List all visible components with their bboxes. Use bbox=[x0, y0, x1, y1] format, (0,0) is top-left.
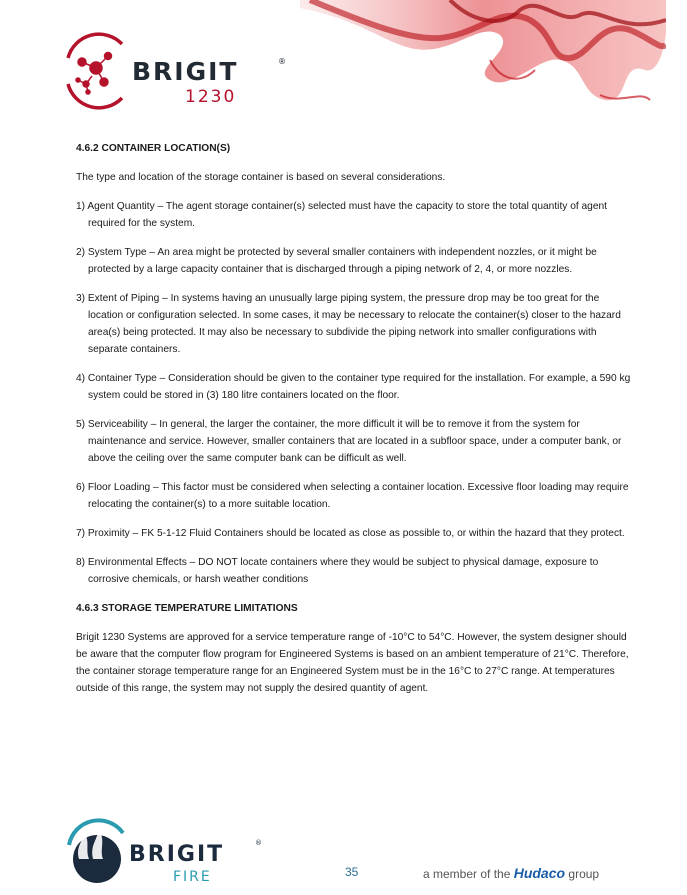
brigit-1230-logo bbox=[60, 32, 300, 110]
molecule-icon bbox=[76, 53, 112, 95]
list-item: 3) Extent of Piping – In systems having an unusually large piping system, the pressure drop may be too great for the location or configuration selected. In some cases, it may be necessary to relocate the container(s) closer to the hazard area(s) being protected. It may also be necessary to subdivide the piping network into smaller configurations with separate containers. bbox=[76, 293, 621, 355]
list-item: 1) Agent Quantity – The agent storage container(s) selected must have the capacity to store the total quantity of agent required for the system. bbox=[76, 201, 608, 229]
footer-brand-name: BRIGIT bbox=[129, 842, 225, 867]
document-body bbox=[76, 140, 636, 709]
page-number: 35 bbox=[345, 865, 359, 879]
brigit-fire-logo bbox=[63, 815, 263, 885]
section-intro: The type and location of the storage container is based on several considerations. bbox=[76, 172, 446, 183]
section-body: Brigit 1230 Systems are approved for a service temperature range of -10°C to 54°C. However, the system designer should be aware that the computer flow program for Engineered Systems is based on an ambient temperature of 21°C. Therefore, the container storage temperature range for an Engineered System must be in the 16°C to 27°C range. At temperatures outside of this range, the system may not supply the desired quantity of agent. bbox=[76, 632, 629, 694]
member-prefix: a member of the bbox=[423, 867, 511, 881]
section-heading-storage-temperature: 4.6.3 STORAGE TEMPERATURE LIMITATIONS bbox=[76, 603, 298, 614]
list-item: 8) Environmental Effects – DO NOT locate containers where they would be subject to physical damage, exposure to corrosive chemicals, or harsh weather conditions bbox=[76, 557, 599, 585]
brand-sub: 1230 bbox=[185, 87, 237, 107]
list-item: 7) Proximity – FK 5-1-12 Fluid Containers should be located as close as possible to, or within the hazard that they protect. bbox=[76, 528, 625, 539]
list-item: 2) System Type – An area might be protected by several smaller containers with independent nozzles, or it might be protected by a large capacity container that is discharged through a piping network of 2, 4, or more nozzles. bbox=[76, 247, 597, 275]
list-item: 4) Container Type – Consideration should be given to the container type required for the installation. For example, a 590 kg system could be stored in (3) 180 litre containers located on the floor. bbox=[76, 373, 631, 401]
brand-name: BRIGIT bbox=[132, 57, 239, 86]
list-item: 6) Floor Loading – This factor must be considered when selecting a container location. Excessive floor loading may require relocating the container(s) to a more suitable location. bbox=[76, 482, 629, 510]
footer-registered-mark: ® bbox=[255, 839, 262, 847]
footer-brand-sub: FIRE bbox=[173, 869, 212, 885]
registered-mark: ® bbox=[278, 57, 286, 66]
red-smoke-graphic bbox=[300, 0, 666, 110]
member-suffix: group bbox=[568, 867, 600, 881]
hudaco-logo: Hudaco bbox=[513, 865, 566, 881]
member-tagline bbox=[423, 865, 599, 881]
section-heading-container-location: 4.6.2 CONTAINER LOCATION(S) bbox=[76, 143, 231, 154]
list-item: 5) Serviceability – In general, the larger the container, the more difficult it will be to remove it from the system for maintenance and service. However, smaller containers that are located in a subfloor space, under a computer bank, or above the ceiling over the same computer bank can be difficult as well. bbox=[76, 419, 622, 464]
